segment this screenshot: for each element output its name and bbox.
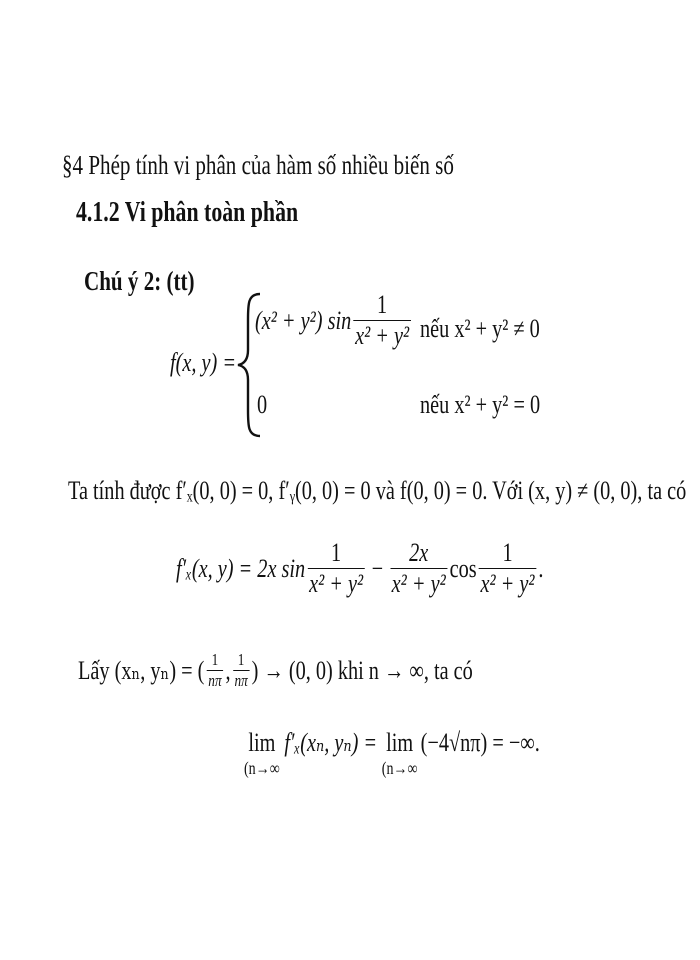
partial-derivative-formula: f′ₓ(x, y) = 2x sin $\frac{1}{\text{x² + y²}}$ − $\frac{2x}{\text{x² + y²}}$ cos $\frac{1}{\text{x² + y²}}$ .	[176, 538, 544, 598]
section-heading: §4 Phép tính vi phân của hàm số nhiều biến số	[62, 150, 454, 180]
case1-condition: nếu x² + y² ≠ 0	[420, 314, 540, 343]
case1-expression: (x² + y²) sin $\frac{1}{\text{x² + y²}}$	[255, 290, 410, 350]
subsection-heading: 4.1.2 Vi phân toàn phần	[76, 197, 299, 228]
case2-condition: nếu x² + y² = 0	[420, 390, 541, 419]
limit-equation: lim (n→∞ f′ₓ(xₙ, yₙ) = lim (n→∞ (−4√nπ) = −∞.	[244, 728, 540, 778]
piecewise-lhs: f(x, y) =	[170, 348, 237, 377]
case2-expression: 0	[257, 390, 268, 419]
sequence-definition: Lấy (xₙ, yₙ) = ( $\frac{1}{n\pi}$ , $\frac{1}{n\pi}$ ) → (0, 0) khi n → ∞, ta có	[78, 650, 473, 690]
note-label: Chú ý 2: (tt)	[84, 266, 195, 296]
paragraph-values: Ta tính được f′ₓ(0, 0) = 0, f′ᵧ(0, 0) = 0 và f(0, 0) = 0. Với (x, y) ≠ (0, 0), ta có	[68, 476, 687, 505]
